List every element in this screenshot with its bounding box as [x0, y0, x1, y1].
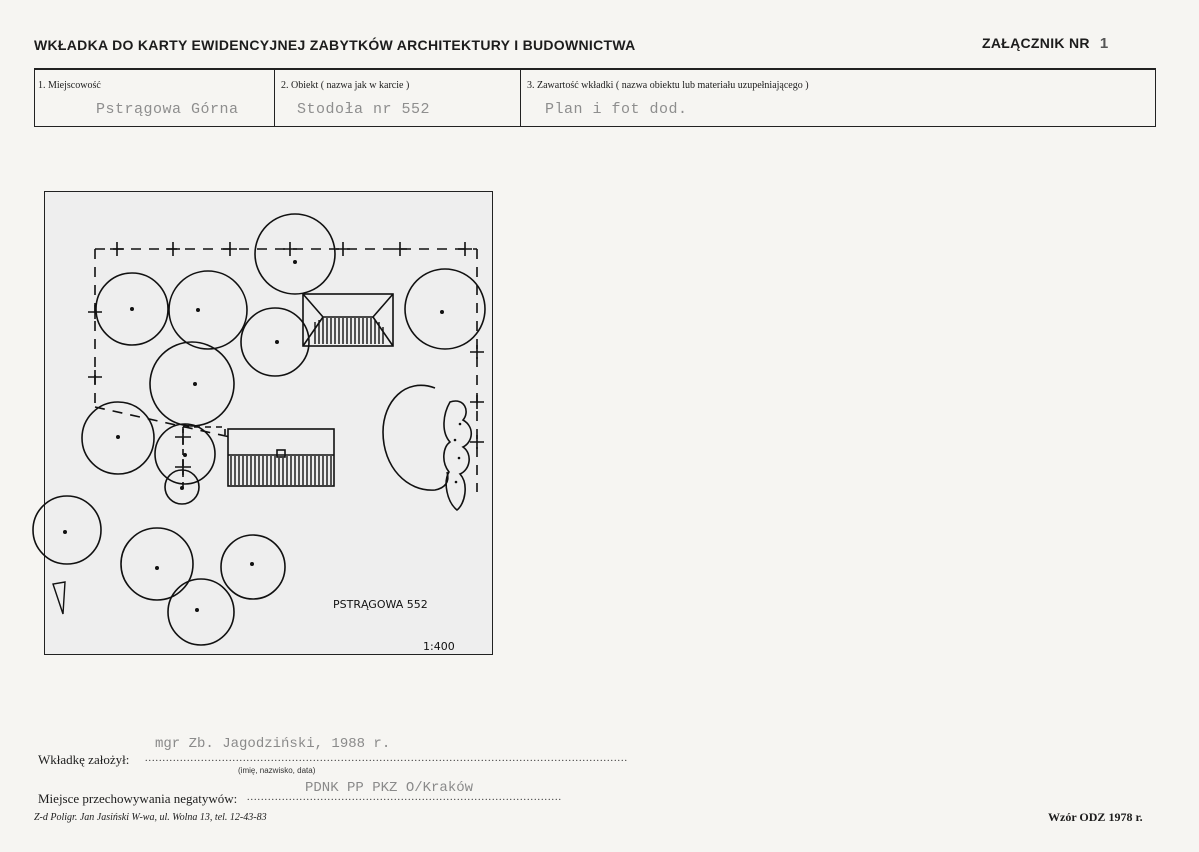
created-by-hint: (imię, nazwisko, data) [238, 766, 316, 775]
printer-imprint: Z-d Poligr. Jan Jasiński W-wa, ul. Wolna 13, tel. 12-43-83 [34, 812, 267, 823]
site-plan-drawing [44, 191, 493, 655]
field-divider-1 [274, 69, 275, 127]
object-value: Stodoła nr 552 [297, 101, 431, 118]
created-by-label: Wkładkę założył: [38, 752, 130, 767]
created-by-value: mgr Zb. Jagodziński, 1988 r. [155, 736, 391, 752]
annex-label: ZAŁĄCZNIK NR [982, 35, 1090, 51]
field-divider-2 [520, 69, 521, 127]
field-divider-left [34, 69, 35, 127]
form-title: WKŁADKA DO KARTY EWIDENCYJNEJ ZABYTKÓW ARCHITEKTURY I BUDOWNICTWA [34, 37, 636, 53]
header-rule-top [34, 68, 1156, 70]
plan-caption: PSTRĄGOWA 552 [333, 598, 428, 611]
header-rule-bottom [34, 126, 1156, 127]
annex-heading [982, 35, 1108, 52]
annex-number: 1 [1099, 35, 1109, 52]
object-label: 2. Obiekt ( nazwa jak w karcie ) [281, 80, 410, 91]
content-value: Plan i fot dod. [545, 101, 688, 118]
created-by-dotted-line: .......................................................................................................................................... [145, 753, 628, 764]
north-arrow-icon [53, 582, 65, 614]
content-label: 3. Zawartość wkładki ( nazwa obiektu lub materiału uzupełniającego ) [527, 80, 809, 91]
negatives-label: Miejsce przechowywania negatywów: [38, 791, 238, 806]
plan-scale: 1:400 [423, 640, 455, 653]
negatives-dotted-line: .......................................................................................... [247, 792, 562, 803]
template-version: Wzór ODZ 1978 r. [1048, 810, 1143, 824]
site-plan-sketch [45, 192, 492, 654]
locality-label: 1. Miejscowość [38, 80, 101, 91]
negatives-value: PDNK PP PKZ O/Kraków [305, 780, 474, 796]
locality-value: Pstrągowa Górna [96, 101, 239, 118]
field-divider-right [1155, 69, 1156, 127]
